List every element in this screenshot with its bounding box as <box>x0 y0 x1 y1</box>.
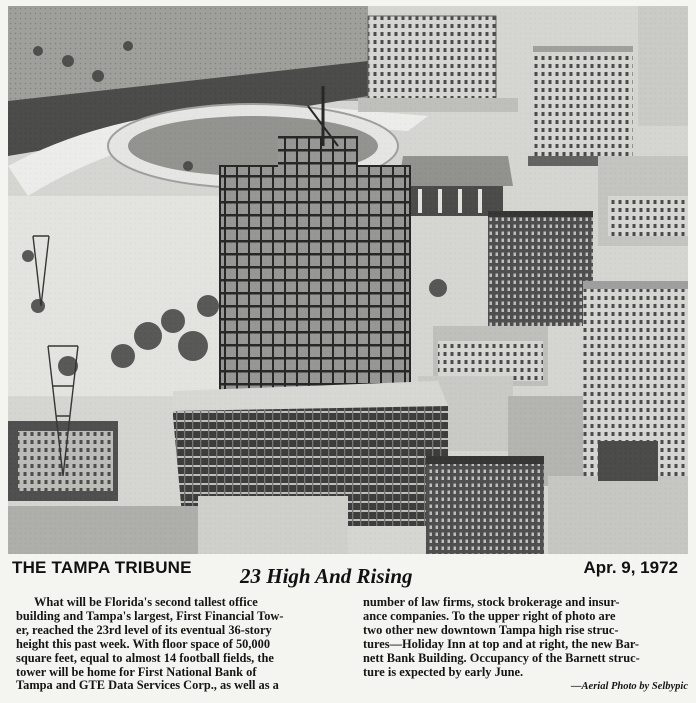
photo-caption <box>16 596 688 700</box>
caption-line: Tampa and GTE Data Services Corp., as well as a <box>16 678 279 693</box>
caption-line: nett Bank Building. Occupancy of the Barnett struc- <box>363 650 640 665</box>
caption-line: er, reached the 23rd level of its eventual 36-story <box>16 622 272 637</box>
caption-line: height this past week. With floor space of 50,000 <box>16 636 271 651</box>
caption-line: tower will be home for First National Bank of <box>16 664 257 679</box>
caption-line: What will be Florida's second tallest office <box>34 595 258 609</box>
photo-credit: —Aerial Photo by Selbypic <box>571 681 688 693</box>
caption-line: square feet, equal to almost 14 football fields, the <box>16 650 274 665</box>
headline: 23 High And Rising <box>240 564 413 588</box>
caption-line: ture is expected by early June. <box>363 664 524 679</box>
caption-column-right <box>363 596 688 700</box>
caption-line: two other new downtown Tampa high rise struc- <box>363 622 619 637</box>
caption-line: tures—Holiday Inn at top and at right, the new Bar- <box>363 636 640 651</box>
aerial-photo <box>8 6 688 554</box>
caption-line: ance companies. To the upper right of photo are <box>363 608 616 623</box>
masthead: THE TAMPA TRIBUNE <box>12 558 192 577</box>
caption-line: number of law firms, stock brokerage and insur- <box>363 595 620 609</box>
caption-line: building and Tampa's largest, First Financial Tow- <box>16 608 284 623</box>
caption-column-left <box>16 596 341 700</box>
publication-date: Apr. 9, 1972 <box>583 558 678 577</box>
caption-header <box>8 556 688 590</box>
